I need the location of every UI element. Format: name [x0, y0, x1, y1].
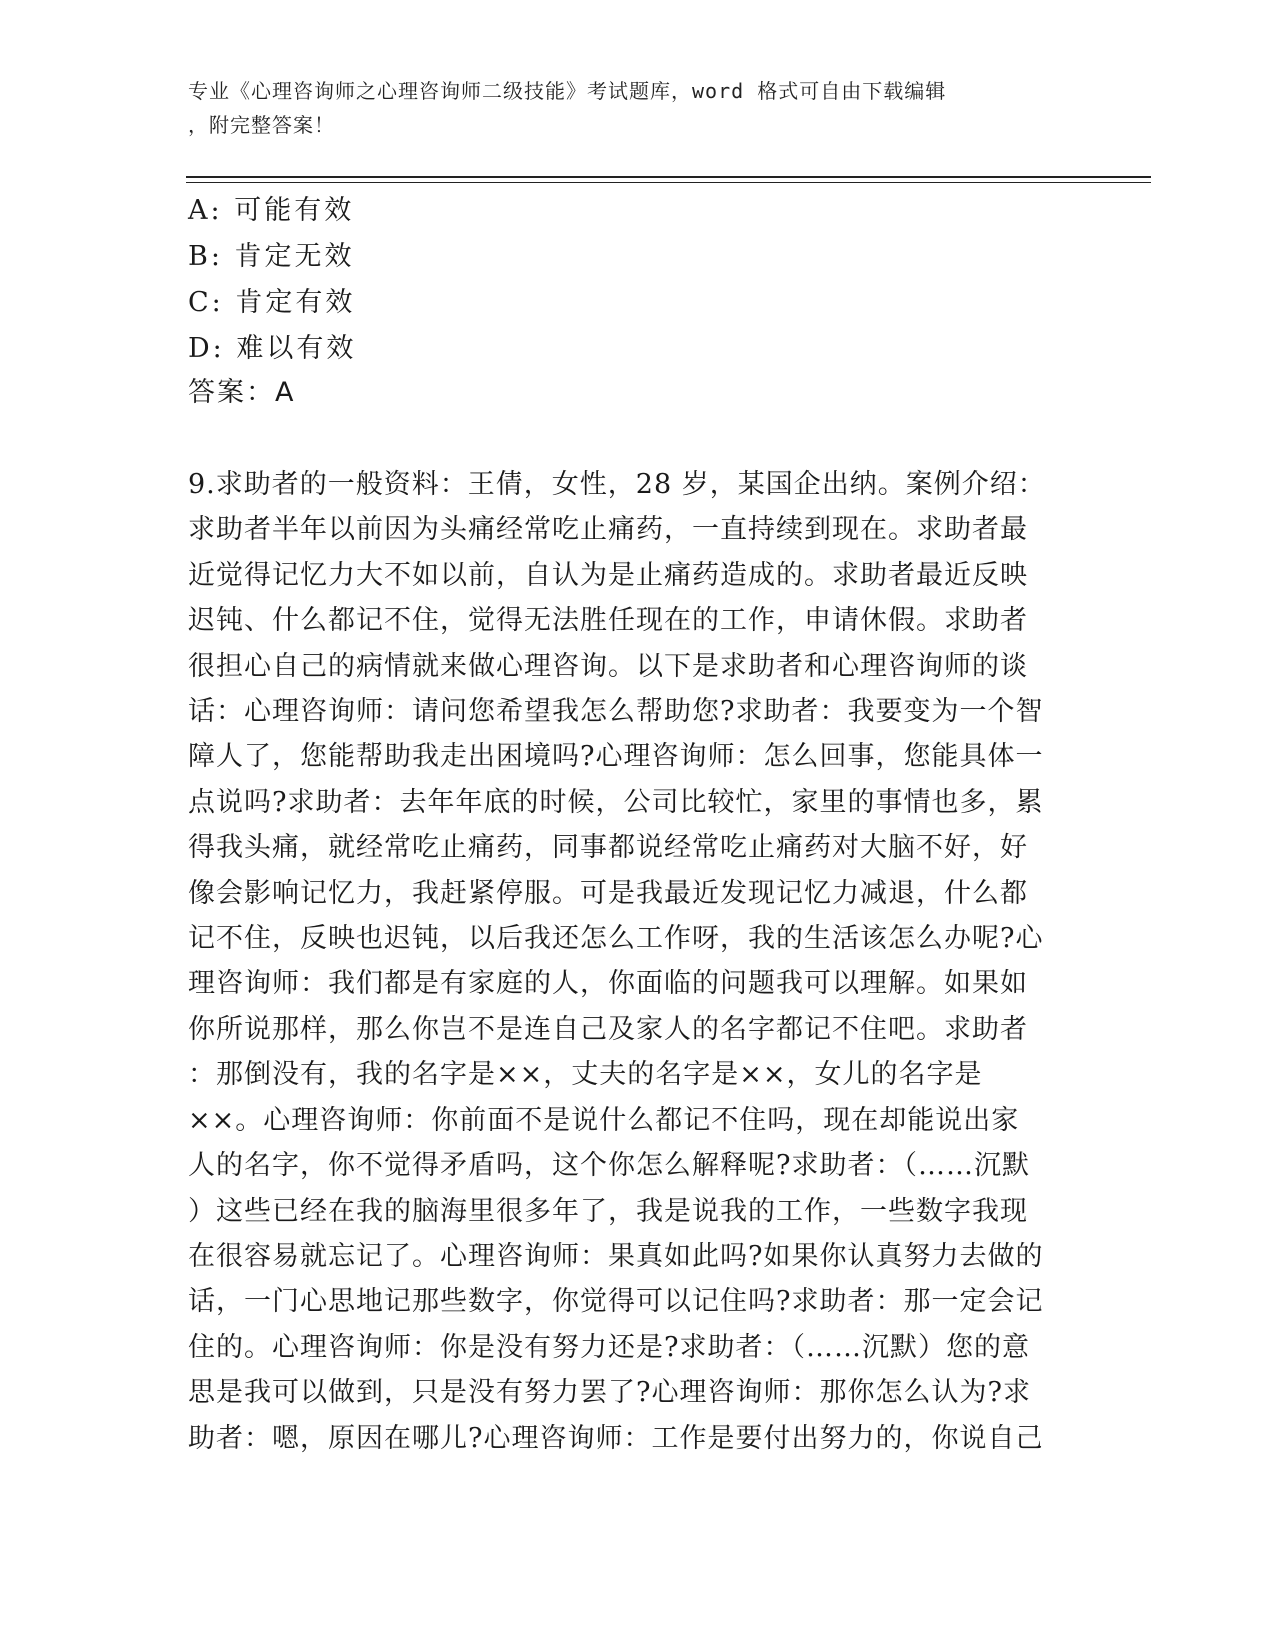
- question-9: [188, 462, 1068, 1461]
- header-divider-thin: [186, 182, 1151, 183]
- question-line: 理咨询师：我们都是有家庭的人，你面临的问题我可以理解。如果如: [188, 968, 1028, 1000]
- question-line: 点说吗?求助者：去年年底的时候，公司比较忙，家里的事情也多，累: [188, 786, 1044, 818]
- question-line: 在很容易就忘记了。心理咨询师：果真如此吗?如果你认真努力去做的: [188, 1240, 1044, 1272]
- option-d-text: 难以有效: [236, 333, 357, 364]
- question-line: 话：心理咨询师：请问您希望我怎么帮助您?求助者：我要变为一个智: [188, 696, 1044, 728]
- answer-options: [188, 188, 356, 372]
- question-line: 记不住，反映也迟钝，以后我还怎么工作呀，我的生活该怎么办呢?心: [188, 923, 1044, 955]
- answer-key: 答案：A: [188, 377, 296, 408]
- question-line: 人的名字，你不觉得矛盾吗，这个你怎么解释呢?求助者：（……沉默: [188, 1150, 1030, 1182]
- option-a-label: A:: [188, 195, 223, 226]
- question-line: 住的。心理咨询师：你是没有努力还是?求助者：（……沉默）您的意: [188, 1331, 1030, 1363]
- option-c: [188, 280, 356, 326]
- question-line: 近觉得记忆力大不如以前，自认为是止痛药造成的。求助者最近反映: [188, 559, 1028, 591]
- question-line: 你所说那样，那么你岂不是连自己及家人的名字都记不住吧。求助者: [188, 1013, 1028, 1045]
- question-line: 话，一门心思地记那些数字，你觉得可以记住吗?求助者：那一定会记: [188, 1286, 1044, 1318]
- option-c-text: 肯定有效: [235, 287, 356, 318]
- option-a: [188, 188, 356, 234]
- option-b-text: 肯定无效: [234, 241, 355, 272]
- question-line: 很担心自己的病情就来做心理咨询。以下是求助者和心理咨询师的谈: [188, 650, 1028, 682]
- document-header: [188, 74, 1068, 142]
- question-line: 求助者半年以前因为头痛经常吃止痛药，一直持续到现在。求助者最: [188, 514, 1028, 546]
- question-line: 思是我可以做到，只是没有努力罢了?心理咨询师：那你怎么认为?求: [188, 1377, 1031, 1409]
- question-line: 像会影响记忆力，我赶紧停服。可是我最近发现记忆力减退，什么都: [188, 877, 1028, 909]
- question-line: 迟钝、什么都记不住，觉得无法胜任现在的工作，申请休假。求助者: [188, 605, 1028, 637]
- question-line: 9.求助者的一般资料：王倩，女性，28 岁，某国企出纳。案例介绍：: [188, 469, 1046, 500]
- header-line-2: ，附完整答案！: [188, 113, 335, 137]
- option-d-label: D:: [188, 333, 225, 364]
- option-c-label: C:: [188, 287, 224, 318]
- question-line: 得我头痛，就经常吃止痛药，同事都说经常吃止痛药对大脑不好，好: [188, 832, 1028, 864]
- question-line: ：那倒没有，我的名字是××，丈夫的名字是××，女儿的名字是: [188, 1059, 983, 1091]
- header-divider-thick: [186, 176, 1151, 178]
- option-d: [188, 326, 356, 372]
- question-line: ××。心理咨询师：你前面不是说什么都记不住吗，现在却能说出家: [188, 1104, 1020, 1136]
- question-line: 障人了，您能帮助我走出困境吗?心理咨询师：怎么回事，您能具体一: [188, 741, 1044, 773]
- question-line: ）这些已经在我的脑海里很多年了，我是说我的工作，一些数字我现: [188, 1195, 1028, 1227]
- question-line: 助者：嗯，原因在哪儿?心理咨询师：工作是要付出努力的，你说自己: [188, 1422, 1044, 1454]
- option-b-label: B:: [188, 241, 223, 272]
- option-b: [188, 234, 356, 280]
- header-line-1: 专业《心理咨询师之心理咨询师二级技能》考试题库，word 格式可自由下载编辑: [188, 79, 947, 103]
- option-a-text: 可能有效: [234, 195, 355, 226]
